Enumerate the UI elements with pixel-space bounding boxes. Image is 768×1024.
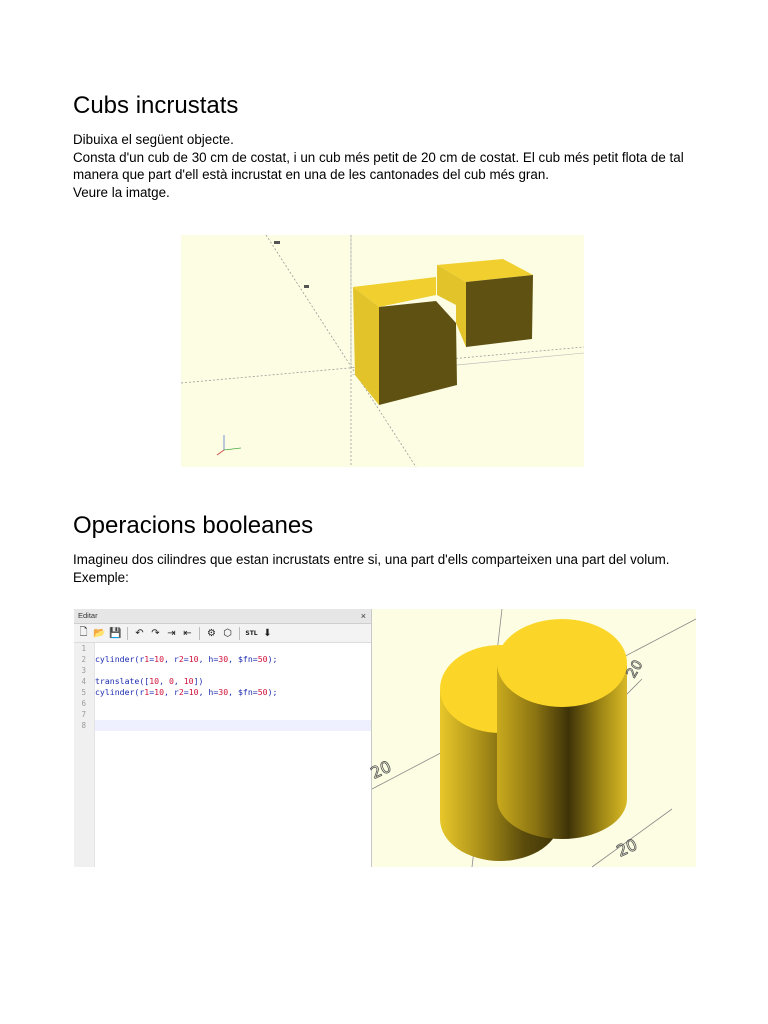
axis-marker-icon — [274, 241, 280, 244]
toolbar-separator — [239, 627, 240, 640]
toolbar-separator — [127, 627, 128, 640]
3d-viewport[interactable] — [367, 609, 696, 867]
render-icon[interactable]: ⬡ — [223, 627, 232, 639]
axis-marker-icon — [304, 285, 309, 288]
big-cube-left-face — [353, 287, 379, 405]
editor-title: Editar — [78, 611, 98, 620]
code-area[interactable] — [74, 643, 371, 867]
section-title-operacions: Operacions booleanes — [73, 512, 314, 539]
paragraph: Consta d'un cub de 30 cm de costat, i un cub més petit de 20 cm de costat. El cub més petit flota de tal manera que part d'ell està incrustat en una de les cantonades del cub més gran. — [73, 149, 684, 183]
cylinder-b-top — [497, 619, 627, 707]
axis-label: 20 — [623, 657, 647, 681]
editor-title-bar — [74, 609, 371, 624]
export-stl-icon[interactable]: STL — [245, 629, 258, 637]
section-title-cubs: Cubs incrustats — [73, 92, 239, 119]
redo-icon[interactable]: ↷ — [151, 627, 160, 639]
send-to-print-icon[interactable]: ⬇ — [263, 627, 272, 639]
paragraph: Dibuixa el següent objecte. — [73, 132, 234, 147]
new-file-icon[interactable]: 🗋 — [79, 626, 88, 638]
code-line: 3 — [81, 666, 86, 675]
openscad-screenshot — [74, 609, 696, 867]
big-cube-front-face — [379, 301, 457, 405]
unindent-icon[interactable]: ⇤ — [183, 627, 192, 639]
cubes-render-image — [181, 235, 584, 467]
code-line: 7 — [81, 710, 86, 719]
section-cubs-body — [73, 131, 713, 201]
open-folder-icon[interactable]: 📂 — [93, 627, 106, 639]
editor-toolbar — [74, 624, 371, 643]
save-icon[interactable]: 💾 — [109, 627, 122, 639]
toolbar-separator — [199, 627, 200, 640]
cylinders-render-svg — [367, 609, 696, 867]
undo-icon[interactable]: ↶ — [135, 627, 144, 639]
code-line: 4 translate([10, 0, 10]) — [81, 676, 204, 686]
axis-indicator-icon — [217, 435, 241, 455]
paragraph: Veure la imatge. — [73, 184, 170, 200]
cubes-render-svg — [181, 235, 584, 467]
preview-icon[interactable]: ⚙ — [207, 627, 216, 639]
small-cube-front-face — [466, 275, 533, 347]
code-line: 2 cylinder(r1=10, r2=10, h=30, $fn=50); — [81, 654, 278, 664]
section-operacions-body — [73, 551, 713, 586]
paragraph: Imagineu dos cilindres que estan incrustats entre si, una part d'ells comparteixen una part del volum. Exemple: — [73, 552, 670, 585]
axis-label: 20 — [367, 756, 395, 783]
code-line: 6 — [81, 699, 86, 708]
code-editor-panel — [74, 609, 372, 867]
close-icon[interactable]: × — [360, 611, 366, 621]
axis-label: 20 — [613, 834, 641, 861]
code-line: 5 cylinder(r1=10, r2=10, h=30, $fn=50); — [81, 687, 278, 697]
code-line: 8 — [81, 721, 86, 730]
indent-icon[interactable]: ⇥ — [167, 627, 176, 639]
code-line: 1 — [81, 644, 86, 653]
